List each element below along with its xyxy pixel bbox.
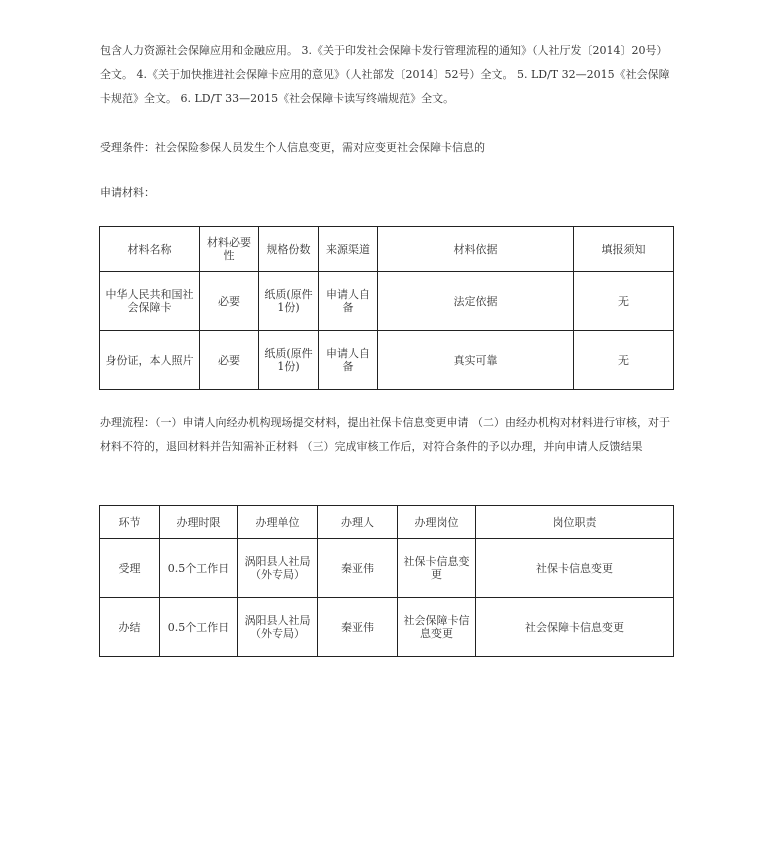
cell-necessity: 必要 [200,331,259,390]
materials-table [99,226,674,390]
cell-notes: 无 [574,331,674,390]
table-header-row [100,227,674,272]
cell-unit: 涡阳县人社局（外专局） [238,598,318,657]
materials-heading: 申请材料： [100,186,155,199]
cell-handler: 秦亚伟 [318,539,398,598]
table-row [100,539,674,598]
table-row [100,598,674,657]
table-row [100,331,674,390]
cell-material-name: 身份证，本人照片 [100,331,200,390]
cell-spec: 纸质(原件1份) [259,272,319,331]
header-spec: 规格份数 [259,227,319,272]
process-paragraph: 办理流程：（一）申请人向经办机构现场提交材料，提出社保卡信息变更申请 （二）由经办机构对材料进行审核，对于材料不符的，退回材料并告知需补正材料 （三）完成审核工作后，对符合条件的予以办理，并向申请人反馈结果 [100,416,670,453]
cell-material-name: 中华人民共和国社会保障卡 [100,272,200,331]
header-handler: 办理人 [318,506,398,539]
cell-stage: 办结 [100,598,160,657]
cell-source: 申请人自备 [319,272,378,331]
cell-duty: 社会保障卡信息变更 [476,598,674,657]
intro-paragraph: 包含人力资源社会保障应用和金融应用。 3.《关于印发社会保障卡发行管理流程的通知》（人社厅发〔2014〕20号）全文。 4.《关于加快推进社会保障卡应用的意见》（人社部发〔2014〕52号）全文。 5. LD/T 32—2015《社会保障卡规范》全文。 6. LD/T 33—2015《社会保障卡读写终端规范》全文。 [100,44,670,105]
table-header-row [100,506,674,539]
cell-necessity: 必要 [200,272,259,331]
cell-time-limit: 0.5个工作日 [160,598,238,657]
header-duty: 岗位职责 [476,506,674,539]
cell-basis: 真实可靠 [378,331,574,390]
cell-unit: 涡阳县人社局（外专局） [238,539,318,598]
header-unit: 办理单位 [238,506,318,539]
cell-post: 社会保障卡信息变更 [398,598,476,657]
cell-time-limit: 0.5个工作日 [160,539,238,598]
cell-stage: 受理 [100,539,160,598]
cell-handler: 秦亚伟 [318,598,398,657]
header-notes: 填报须知 [574,227,674,272]
cell-spec: 纸质(原件1份) [259,331,319,390]
cell-duty: 社保卡信息变更 [476,539,674,598]
process-table [99,505,674,657]
acceptance-condition: 受理条件：社会保险参保人员发生个人信息变更，需对应变更社会保障卡信息的 [100,141,485,154]
cell-basis: 法定依据 [378,272,574,331]
header-source: 来源渠道 [319,227,378,272]
header-necessity: 材料必要性 [200,227,259,272]
cell-post: 社保卡信息变更 [398,539,476,598]
table-row [100,272,674,331]
cell-source: 申请人自备 [319,331,378,390]
cell-notes: 无 [574,272,674,331]
header-basis: 材料依据 [378,227,574,272]
header-time-limit: 办理时限 [160,506,238,539]
header-stage: 环节 [100,506,160,539]
header-post: 办理岗位 [398,506,476,539]
header-material-name: 材料名称 [100,227,200,272]
